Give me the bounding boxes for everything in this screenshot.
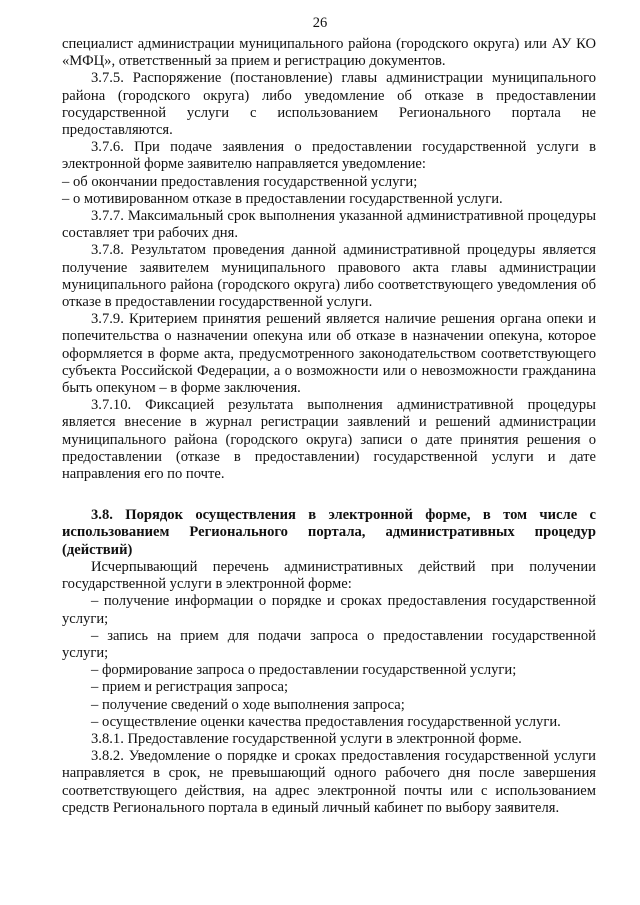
paragraph-3-8-2: 3.8.2. Уведомление о порядке и сроках предоставления государственной услуги направляется в срок, не превышающий одного рабочего дня после завершения соответствующего действия, на адрес электронной почты или с использованием средств Регионального портала в единый личный кабинет по выбору заявителя. — [62, 748, 596, 816]
list-item-end-of-service: – об окончании предоставления государственной услуги; — [62, 173, 418, 190]
paragraph-3-7-9: 3.7.9. Критерием принятия решений является наличие решения органа опеки и попечительства о назначении опекуна или об отказе в назначении опекуна, которое оформляется в форме акта, предусмотренного законодательством соответствующего субъекта Российской Федерации, а о возможности или о невозможности гражданина быть опекуном – в форме заключения. — [62, 311, 596, 397]
paragraph-3-7-7: 3.7.7. Максимальный срок выполнения указанной административной процедуры составляет три рабочих дня. — [62, 208, 596, 242]
paragraph-3-7-8: 3.7.8. Результатом проведения данной административной процедуры является получение заявителем муниципального правового акта главы администрации муниципального района (городского округа) либо соответствующего уведомления об отказе в предоставлении государственной услуги. — [62, 242, 596, 311]
list-item-refusal: – о мотивированном отказе в предоставлении государственной услуги. — [62, 190, 503, 207]
paragraph-3-8-1: 3.8.1. Предоставление государственной услуги в электронной форме. — [91, 730, 522, 747]
list-item-info: – получение информации о порядке и сроках предоставления государственной услуги; — [62, 593, 596, 627]
paragraph-continuation: специалист администрации муниципального района (городского округа) или АУ КО «МФЦ», ответственный за прием и регистрацию документов. — [62, 36, 596, 70]
paragraph-3-7-5: 3.7.5. Распоряжение (постановление) главы администрации муниципального района (городского округа) либо уведомление об отказе в предоставлении государственной услуги с использованием Регионального портала не предоставляются. — [62, 70, 596, 139]
list-item-status: – получение сведений о ходе выполнения запроса; — [91, 696, 405, 713]
document-body — [62, 36, 596, 817]
list-item-appointment: – запись на прием для подачи запроса о предоставлении государственной услуги; — [62, 627, 596, 661]
section-heading-3-8: 3.8. Порядок осуществления в электронной форме, в том числе с использованием Регионального портала, административных процедур (действий) — [62, 507, 596, 558]
paragraph-3-7-10: 3.7.10. Фиксацией результата выполнения административной процедуры является внесение в журнал регистрации заявлений и решений администрации муниципального района (городского округа) записи о дате принятия решения о предоставлении (отказе в предоставлении) государственной услуги и дате направления его по почте. — [62, 397, 596, 483]
list-item-registration: – прием и регистрация запроса; — [91, 679, 289, 696]
list-item-request-forming: – формирование запроса о предоставлении государственной услуги; — [91, 662, 517, 679]
list-item-quality: – осуществление оценки качества предоставления государственной услуги. — [91, 713, 561, 730]
paragraph-actions-intro: Исчерпывающий перечень административных действий при получении государственной услуги в электронной форме: — [62, 558, 596, 593]
section-spacer — [62, 483, 596, 507]
page-number: 26 — [312, 15, 328, 31]
paragraph-3-7-6: 3.7.6. При подаче заявления о предоставлении государственной услуги в электронной форме заявителю направляется уведомление: — [62, 139, 596, 173]
